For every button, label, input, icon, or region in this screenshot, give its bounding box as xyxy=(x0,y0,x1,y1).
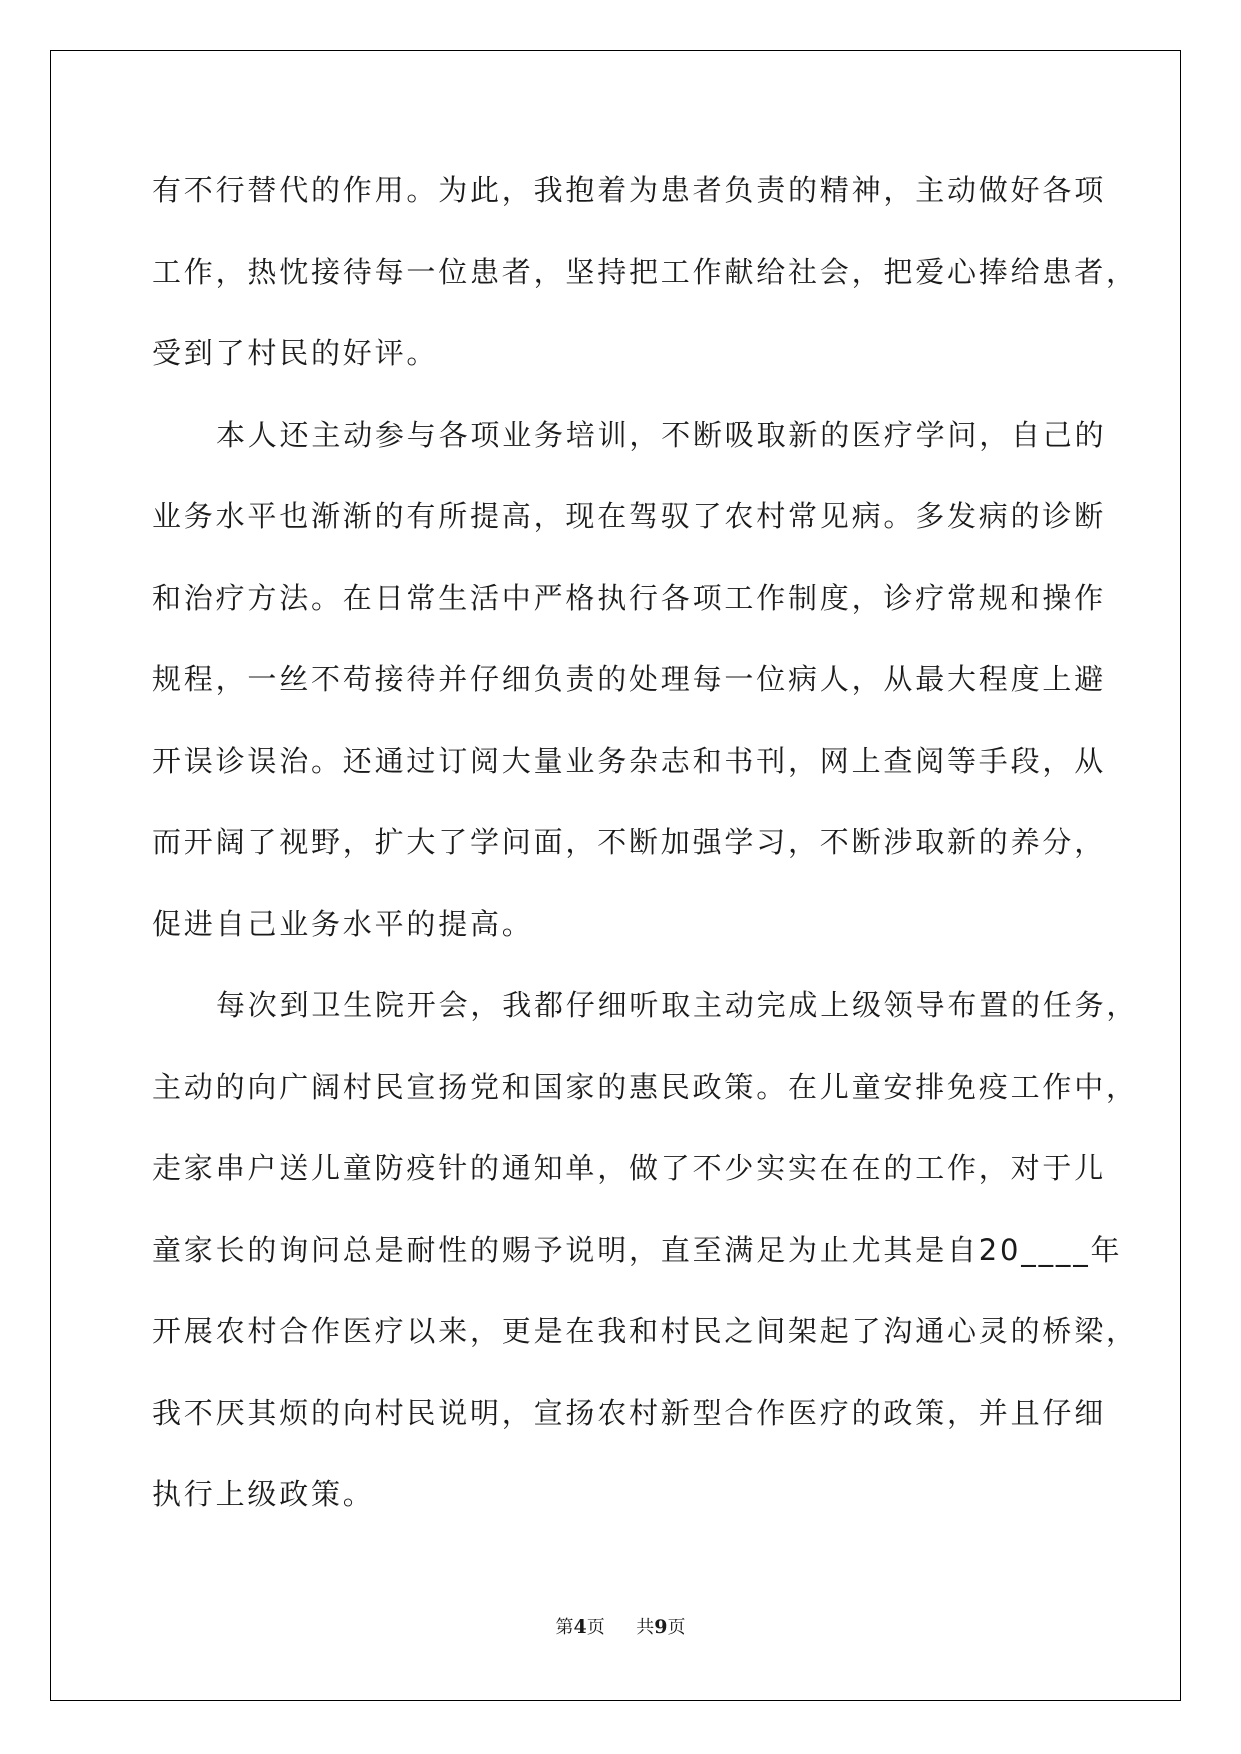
page-footer xyxy=(0,1615,1241,1640)
text-line: 童家长的询问总是耐性的赐予说明，直至满足为止尤其是自20____年 xyxy=(152,1232,1123,1267)
text-line: 我不厌其烦的向村民说明，宣扬农村新型合作医疗的政策，并且仔细 xyxy=(152,1395,1107,1430)
text-line: 促进自己业务水平的提高。 xyxy=(152,906,534,941)
text-line: 开展农村合作医疗以来，更是在我和村民之间架起了沟通心灵的桥梁， xyxy=(152,1314,1138,1348)
text-line: 受到了村民的好评。 xyxy=(152,336,439,370)
text-line: 业务水平也渐渐的有所提高，现在驾驭了农村常见病。多发病的诊断 xyxy=(152,499,1107,533)
total-pages: 共9页 xyxy=(636,1616,686,1638)
text-line: 开误诊误治。还通过订阅大量业务杂志和书刊，网上查阅等手段，从 xyxy=(152,743,1107,778)
text-line: 执行上级政策。 xyxy=(152,1477,375,1511)
text-line: 主动的向广阔村民宣扬党和国家的惠民政策。在儿童安排免疫工作中， xyxy=(152,1069,1138,1104)
total-page-number: 9 xyxy=(654,1616,668,1638)
page-number: 第4页 xyxy=(555,1616,605,1638)
paragraph-3 xyxy=(152,979,1139,1550)
text-line: 规程，一丝不苟接待并仔细负责的处理每一位病人，从最大程度上避 xyxy=(152,662,1107,696)
text-line: 工作，热忱接待每一位患者，坚持把工作献给社会，把爱心捧给患者， xyxy=(152,254,1138,289)
text-line: 走家串户送儿童防疫针的通知单，做了不少实实在在的工作，对于儿 xyxy=(152,1151,1107,1185)
paragraph-1 xyxy=(152,164,1138,409)
text-line: 本人还主动参与各项业务培训，不断吸取新的医疗学问，自己的 xyxy=(216,417,1107,452)
body-text xyxy=(152,164,1139,1550)
current-page-number: 4 xyxy=(573,1616,587,1638)
text-line: 每次到卫生院开会，我都仔细听取主动完成上级领导布置的任务， xyxy=(216,988,1139,1022)
paragraph-2 xyxy=(152,409,1107,980)
text-line: 和治疗方法。在日常生活中严格执行各项工作制度，诊疗常规和操作 xyxy=(152,580,1107,615)
text-line: 而开阔了视野，扩大了学问面，不断加强学习，不断涉取新的养分， xyxy=(152,825,1107,859)
text-line: 有不行替代的作用。为此，我抱着为患者负责的精神，主动做好各项 xyxy=(152,173,1107,207)
